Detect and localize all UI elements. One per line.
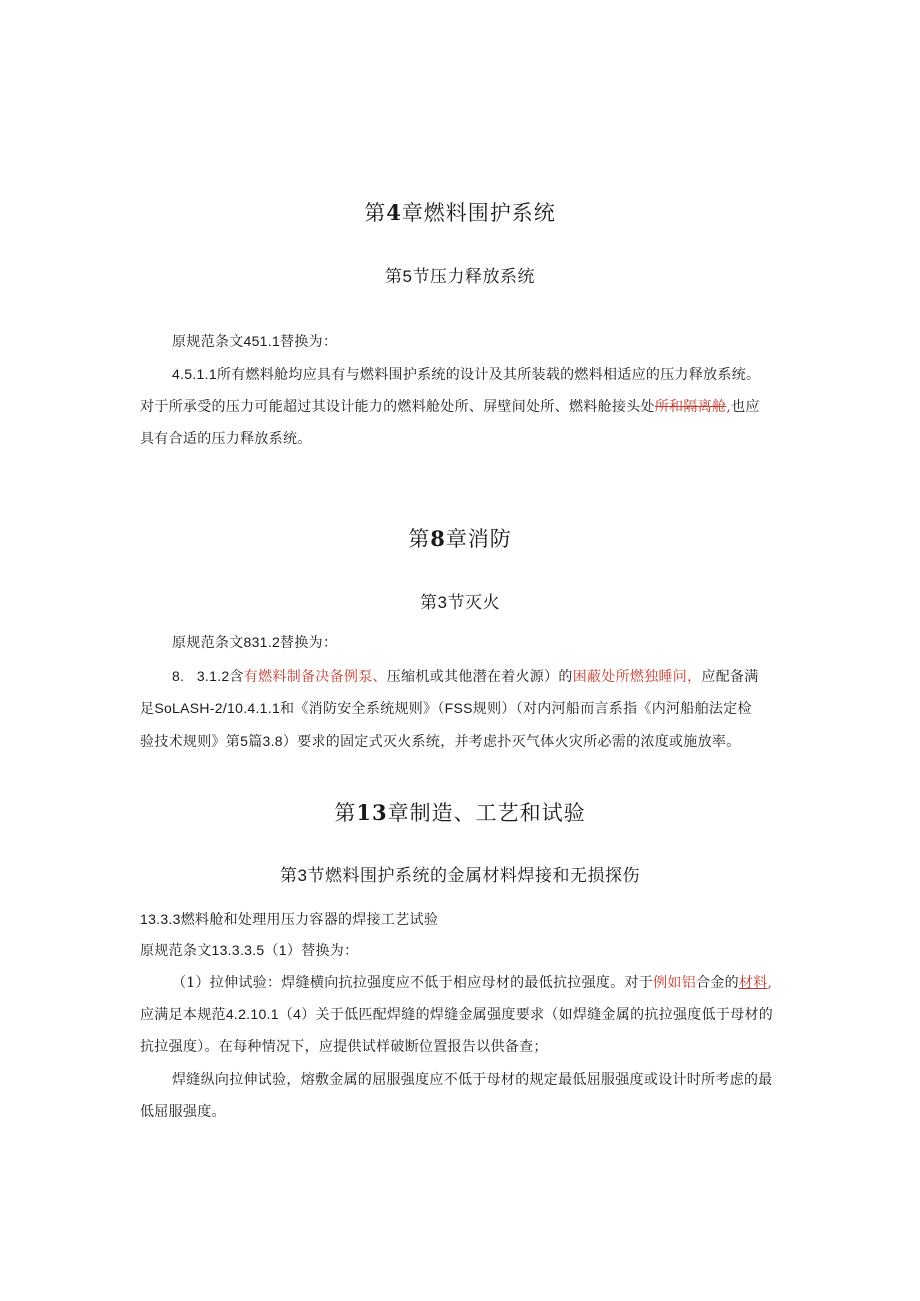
ch4-original-clause-label: 原规范条文451.1替换为： [172,333,338,350]
revision-inserted-text: 有燃料制备决备例泵、 [243,669,387,685]
chapter-4-title: 第4章燃料围护系统 [364,200,556,225]
ch4-clause-line-3: 具有合适的压力释放系统。 [140,431,312,447]
revision-inserted-text: 例如铝 [653,975,697,991]
chapter-8-section-3-title: 第3节灭火 [420,593,500,613]
chapter-4-section-5-title: 第5节压力释放系统 [385,267,535,287]
chapter-13-title: 第13章制造、工艺和试验 [334,800,586,825]
ch4-clause-line-2: 对于所承受的压力可能超过其设计能力的燃料舱处所、屏壁间处所、燃料舱接头处所和隔离舱,也应 [140,399,760,415]
revision-inserted-text: 材料 [738,975,768,991]
ch13-subclause-heading: 13.3.3燃料舱和处理用压力容器的焊接工艺试验 [140,911,439,928]
ch13-paragraph-2-line-2: 低屈服强度。 [140,1104,226,1120]
chapter-13-section-3-title: 第3节燃料围护系统的金属材料焊接和无损探伤 [280,866,640,886]
ch8-clause-line-3: 验技术规则》第5篇3.8）要求的固定式灭火系统，并考虑扑灭气体火灾所必需的浓度或施放率。 [140,733,741,750]
revision-inserted-text: 困蔽处所燃独睡问， [572,669,702,685]
ch8-clause-line-1: 8. 3.1.2含有燃料制备决备例泵、压缩机或其他潜在着火源）的困蔽处所燃独睡问，应配备满 [172,668,759,685]
ch13-clause-line-2: 应满足本规范4.2.10.1（4）关于低匹配焊缝的焊缝金属强度要求（如焊缝金属的抗拉强度低于母材的 [140,1006,774,1023]
ch4-clause-line-1: 4.5.1.1所有燃料舱均应具有与燃料围护系统的设计及其所装载的燃料相适应的压力释放系统。 [172,366,761,383]
ch13-clause-line-3: 抗拉强度）。在每种情况下，应提供试样破断位置报告以供备查； [140,1039,548,1055]
ch8-clause-line-2: 足SoLASH-2/10.4.1.1和《消防安全系统规则》（FSS规则）（对内河船而言系指《内河船舶法定检 [140,700,752,717]
chapter-8-title: 第8章消防 [408,526,512,551]
ch13-original-clause-label: 原规范条文13.3.3.5（1）替换为： [140,942,359,959]
ch13-paragraph-2-line-1: 焊缝纵向拉伸试验，熔敷金属的屈服强度应不低于母材的规定最低屈服强度或设计时所考虑的最 [172,1072,773,1088]
ch13-clause-line-1: （1）拉伸试验：焊缝横向抗拉强度应不低于相应母材的最低抗拉强度。对于例如铝合金的材料, [172,975,773,991]
ch8-original-clause-label: 原规范条文831.2替换为： [172,634,338,651]
revision-deleted-text: 所和隔离舱 [654,399,727,415]
